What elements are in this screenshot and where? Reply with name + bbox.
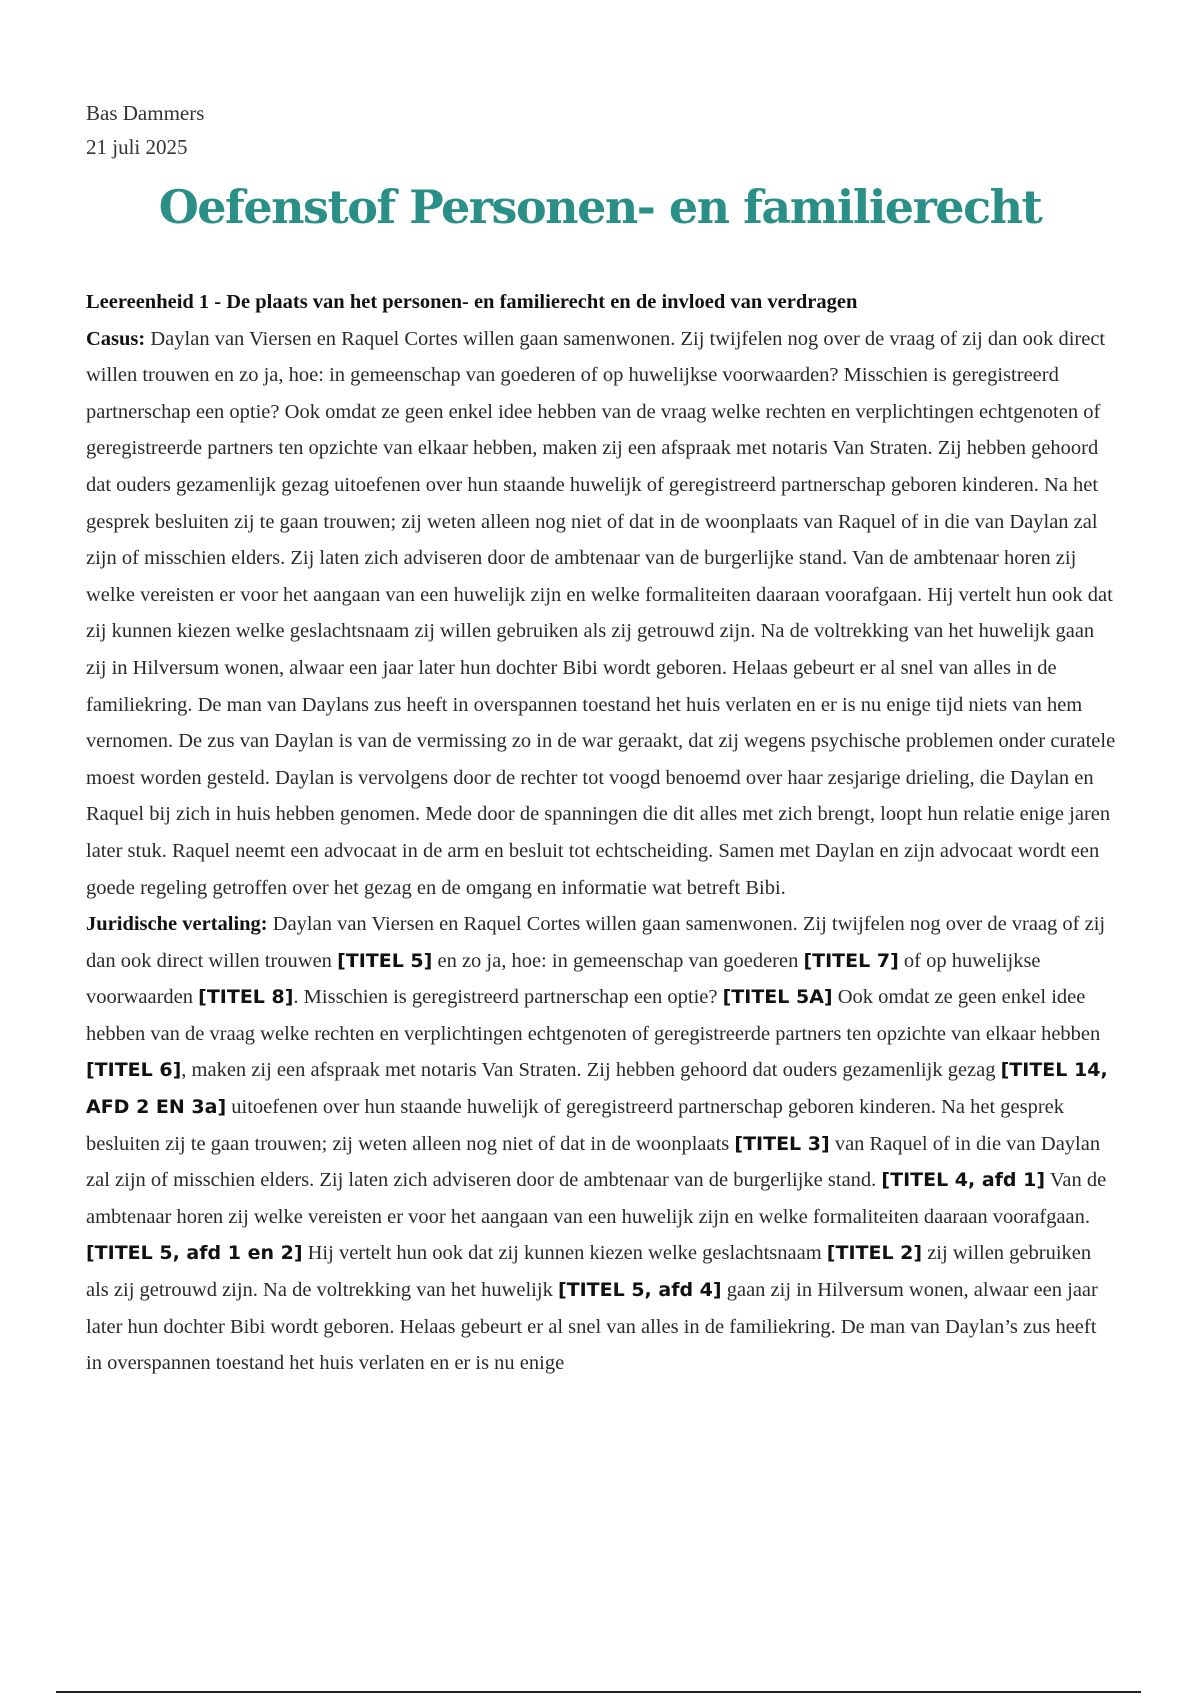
section-heading: Leereenheid 1 - De plaats van het personen- en familierecht en de invloed van verdragen	[86, 291, 858, 313]
law-reference: [TITEL 5, afd 4]	[557, 1279, 722, 1302]
juridische-vertaling-paragraph	[86, 906, 1116, 1382]
vertaling-text: of op huwelijkse voorwaarden	[86, 949, 1041, 1009]
vertaling-text: uitoefenen over hun staande huwelijk of geregistreerd partnerschap geboren kinderen. Na het gesprek besluiten zij te gaan trouwen; zij weten alleen nog niet of dat in de woonplaats	[86, 1096, 1065, 1155]
law-reference: [TITEL 6]	[86, 1059, 182, 1082]
vertaling-text: Van de ambtenaar horen zij welke vereisten er voor het aangaan van een huwelijk zijn en welke formaliteiten daaraan voorafgaan.	[86, 1169, 1107, 1228]
document-date: 21 juli 2025	[86, 135, 188, 159]
document-header	[86, 96, 204, 164]
vertaling-text: zij willen gebruiken als zij getrouwd zijn. Na de voltrekking van het huwelijk	[86, 1242, 1092, 1302]
vertaling-text: , maken zij een afspraak met notaris Van Straten. Zij hebben gehoord dat ouders gezamenlijk gezag	[181, 1059, 1001, 1082]
bottom-divider	[56, 1691, 1141, 1693]
law-reference: [TITEL 2]	[826, 1242, 923, 1265]
vertaling-text: . Misschien is geregistreerd partnerschap een optie?	[293, 986, 723, 1009]
author-name: Bas Dammers	[86, 101, 205, 125]
law-reference: [TITEL 5, afd 1 en 2]	[86, 1242, 303, 1265]
document-title: Oefenstof Personen- en familierecht	[158, 180, 1042, 234]
casus-text: Daylan van Viersen en Raquel Cortes willen gaan samenwonen. Zij twijfelen nog over de vraag of zij dan ook direct willen trouwen en zo ja, hoe: in gemeenschap van goederen of op huwelijkse voorwaarden? Misschien is geregistreerd partnerschap een optie? Ook omdat ze geen enkel idee hebben van de vraag welke rechten en verplichtingen echtgenoten of geregistreerde partners ten opzichte van elkaar hebben, maken zij een afspraak met notaris Van Straten. Zij hebben gehoord dat ouders gezamenlijk gezag uitoefenen over hun staande huwelijk of geregistreerd partnerschap geboren kinderen. Na het gesprek besluiten zij te gaan trouwen; zij weten alleen nog niet of dat in de woonplaats van Raquel of in die van Daylan zal zijn of misschien elders. Zij laten zich adviseren door de ambtenaar van de burgerlijke stand. Van de ambtenaar horen zij welke vereisten er voor het aangaan van een huwelijk zijn en welke formaliteiten daaraan voorafgaan. Hij vertelt hun ook dat zij kunnen kiezen welke geslachtsnaam zij willen gebruiken als zij getrouwd zijn. Na de voltrekking van het huwelijk gaan zij in Hilversum wonen, alwaar een jaar later hun dochter Bibi wordt geboren. Helaas gebeurt er al snel van alles in de familiekring. De man van Daylans zus heeft in overspannen toestand het huis verlaten en er is nu enige tijd niets van hem vernomen. De zus van Daylan is van de vermissing zo in de war geraakt, dat zij wegens psychische problemen onder curatele moest worden gesteld. Daylan is vervolgens door de rechter tot voogd benoemd over haar zesjarige drieling, die Daylan en Raquel bij zich in huis hebben genomen. Mede door de spanningen die dit alles met zich brengt, loopt hun relatie enige jaren later stuk. Raquel neemt een advocaat in de arm en besluit tot echtscheiding. Samen met Daylan en zijn advocaat wordt een goede regeling getroffen over het gezag en de omgang en informatie wat betreft Bibi.	[86, 327, 1116, 899]
vertaling-text: gaan zij in Hilversum wonen, alwaar een jaar later hun dochter Bibi wordt geboren. Helaas gebeurt er al snel van alles in de familiekring. De man van Daylan’s zus heeft in overspannen toestand het huis verlaten en er is nu enige	[86, 1279, 1098, 1375]
law-reference: [TITEL 4, afd 1]	[881, 1169, 1046, 1192]
vertaling-text: van Raquel of in die van Daylan zal zijn of misschien elders. Zij laten zich adviseren door de ambtenaar van de burgerlijke stand.	[86, 1132, 1101, 1192]
law-reference: [TITEL 5]	[337, 949, 433, 972]
vertaling-label: Juridische vertaling:	[86, 913, 268, 936]
vertaling-text: en zo ja, hoe: in gemeenschap van goederen	[432, 949, 804, 972]
vertaling-text: Daylan van Viersen en Raquel Cortes willen gaan samenwonen. Zij twijfelen nog over de vraag of zij dan ook direct willen trouwen	[86, 913, 1106, 972]
document-body	[86, 284, 1116, 1382]
law-reference: [TITEL 8]	[198, 986, 294, 1009]
casus-label: Casus:	[86, 327, 146, 350]
law-reference: [TITEL 14, AFD 2 EN 3a]	[86, 1059, 1108, 1119]
casus-paragraph	[86, 321, 1116, 907]
law-reference: [TITEL 3]	[734, 1132, 830, 1155]
law-reference: [TITEL 7]	[803, 949, 899, 972]
vertaling-text: Ook omdat ze geen enkel idee hebben van de vraag welke rechten en verplichtingen echtgenoten of geregistreerde partners ten opzichte van elkaar hebben	[86, 986, 1101, 1045]
law-reference: [TITEL 5A]	[722, 986, 833, 1009]
vertaling-text: Hij vertelt hun ook dat zij kunnen kiezen welke geslachtsnaam	[302, 1242, 827, 1265]
